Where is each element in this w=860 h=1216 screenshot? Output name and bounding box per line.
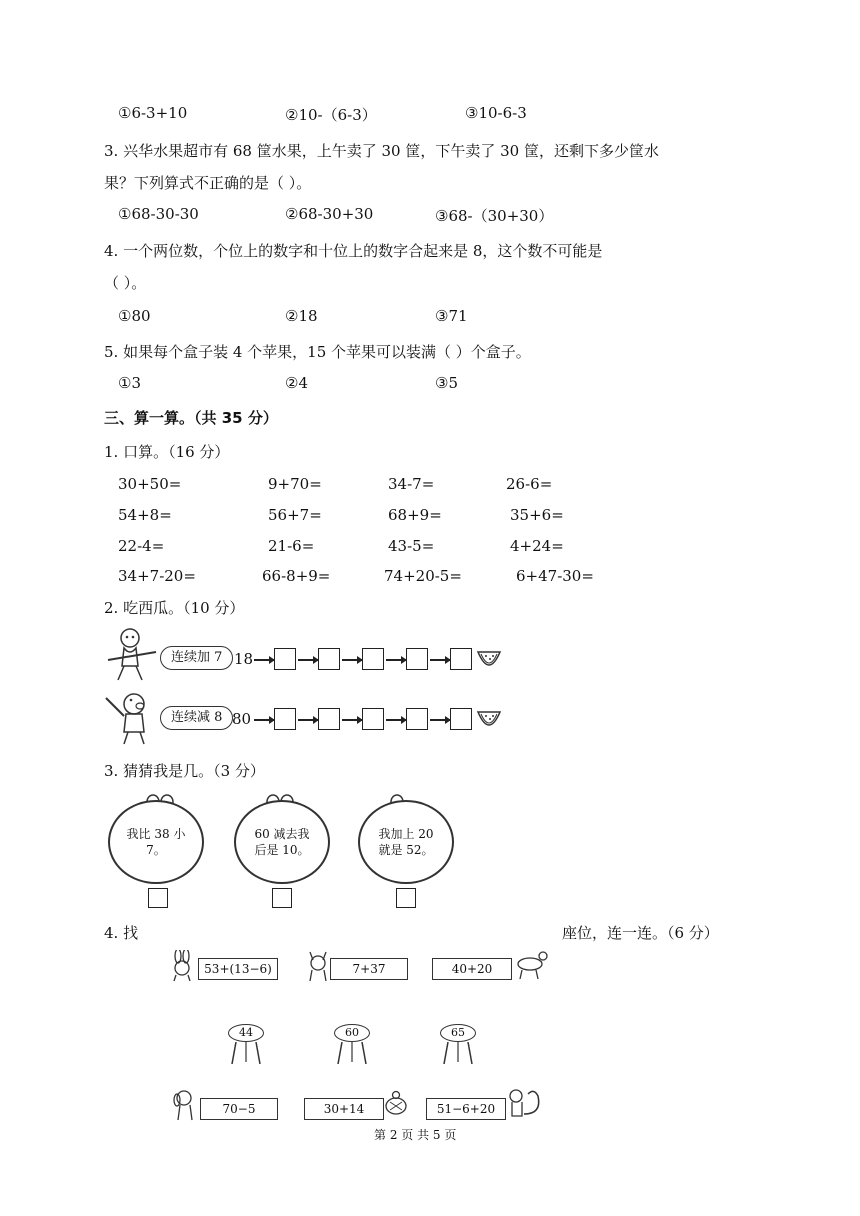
- guess-title: 3. 猜猜我是几。（3 分）: [104, 762, 265, 780]
- answer-box[interactable]: [406, 648, 428, 670]
- q4-option-3: ③71: [435, 307, 468, 325]
- watermelon-icon: [476, 708, 502, 730]
- guess-face: [108, 800, 204, 884]
- oral-item: 56+7=: [268, 506, 322, 524]
- stool-number: 60: [334, 1024, 370, 1042]
- stool-legs-icon: [440, 1042, 476, 1064]
- stool-legs-icon: [228, 1042, 264, 1064]
- oral-item: 26-6=: [506, 475, 553, 493]
- rabbit-icon: [166, 950, 198, 982]
- stool[interactable]: [440, 1024, 476, 1064]
- q5-option-1: ①3: [118, 374, 141, 392]
- expression-card[interactable]: 40+20: [432, 958, 512, 980]
- oral-item: 22-4=: [118, 537, 165, 555]
- guess-face: [234, 800, 330, 884]
- monkey-icon: [106, 626, 158, 682]
- chain-label: 连续加 7: [160, 646, 233, 670]
- q5-option-3: ③5: [435, 374, 458, 392]
- oral-item: 43-5=: [388, 537, 435, 555]
- arrow-icon: [298, 719, 318, 721]
- dog-icon: [170, 1088, 202, 1122]
- arrow-icon: [342, 719, 362, 721]
- arrow-icon: [342, 659, 362, 661]
- oral-item: 54+8=: [118, 506, 172, 524]
- q2-option-3: ③10-6-3: [465, 104, 527, 122]
- stool[interactable]: [228, 1024, 264, 1064]
- q4-option-2: ②18: [285, 307, 318, 325]
- stool[interactable]: [334, 1024, 370, 1064]
- chain-start: 18: [234, 650, 254, 668]
- q4-line1: 4. 一个两位数，个位上的数字和十位上的数字合起来是 8，这个数不可能是: [104, 242, 603, 260]
- answer-box[interactable]: [396, 888, 416, 908]
- turtle-icon: [382, 1090, 410, 1120]
- answer-box[interactable]: [318, 648, 340, 670]
- arrow-icon: [254, 719, 274, 721]
- face-text: 我比 38 小 7。: [126, 827, 186, 857]
- arrow-icon: [386, 659, 406, 661]
- oral-calc-title: 1. 口算。（16 分）: [104, 443, 230, 461]
- stool-number: 44: [228, 1024, 264, 1042]
- oral-item: 68+9=: [388, 506, 442, 524]
- oral-item: 30+50=: [118, 475, 182, 493]
- answer-box[interactable]: [450, 648, 472, 670]
- answer-box[interactable]: [362, 648, 384, 670]
- stool-legs-icon: [334, 1042, 370, 1064]
- squirrel-icon: [504, 1084, 544, 1122]
- q4-line2: （ ）。: [104, 274, 147, 292]
- q5-option-2: ②4: [285, 374, 308, 392]
- answer-box[interactable]: [362, 708, 384, 730]
- q3-line2: 果？下列算式不正确的是（ ）。: [104, 174, 312, 192]
- face-text: 我加上 20 就是 52。: [378, 827, 434, 857]
- answer-box[interactable]: [274, 708, 296, 730]
- page-footer: 第 2 页 共 5 页: [374, 1128, 457, 1142]
- chain-label: 连续减 8: [160, 706, 233, 730]
- arrow-icon: [386, 719, 406, 721]
- stool-number: 65: [440, 1024, 476, 1042]
- face-text: 60 减去我后是 10。: [254, 827, 310, 857]
- oral-item: 9+70=: [268, 475, 322, 493]
- oral-item: 34+7-20=: [118, 567, 196, 585]
- seat-title-left: 4. 找: [104, 924, 139, 942]
- q3-option-1: ①68-30-30: [118, 205, 199, 223]
- watermelon-title: 2. 吃西瓜。（10 分）: [104, 599, 245, 617]
- expression-card[interactable]: 7+37: [330, 958, 408, 980]
- q4-option-1: ①80: [118, 307, 151, 325]
- answer-box[interactable]: [450, 708, 472, 730]
- answer-box[interactable]: [148, 888, 168, 908]
- oral-item: 21-6=: [268, 537, 315, 555]
- q5-line1: 5. 如果每个盒子装 4 个苹果，15 个苹果可以装满（ ）个盒子。: [104, 343, 531, 361]
- expression-card[interactable]: 51−6+20: [426, 1098, 506, 1120]
- expression-card[interactable]: 53+(13−6): [198, 958, 278, 980]
- oral-item: 34-7=: [388, 475, 435, 493]
- q3-option-2: ②68-30+30: [285, 205, 374, 223]
- q2-option-2: ②10-（6-3）: [285, 106, 377, 124]
- cat-icon: [304, 948, 332, 982]
- pig-icon: [104, 690, 158, 746]
- arrow-icon: [430, 659, 450, 661]
- arrow-icon: [298, 659, 318, 661]
- oral-item: 74+20-5=: [384, 567, 462, 585]
- answer-box[interactable]: [318, 708, 340, 730]
- oral-item: 4+24=: [510, 537, 564, 555]
- answer-box[interactable]: [274, 648, 296, 670]
- answer-box[interactable]: [406, 708, 428, 730]
- oral-item: 66-8+9=: [262, 567, 331, 585]
- q2-option-1: ①6-3+10: [118, 104, 188, 122]
- q3-option-3: ③68-（30+30）: [435, 207, 554, 225]
- arrow-icon: [254, 659, 274, 661]
- chain-start: 80: [232, 710, 252, 728]
- seat-title-right: 座位，连一连。（6 分）: [562, 924, 719, 942]
- expression-card[interactable]: 70−5: [200, 1098, 278, 1120]
- section-title: 三、算一算。（共 35 分）: [104, 409, 278, 427]
- watermelon-icon: [476, 648, 502, 670]
- oral-item: 6+47-30=: [516, 567, 594, 585]
- answer-box[interactable]: [272, 888, 292, 908]
- guess-face: [358, 800, 454, 884]
- q3-line1: 3. 兴华水果超市有 68 筐水果，上午卖了 30 筐，下午卖了 30 筐，还剩下多少筐水: [104, 142, 659, 160]
- arrow-icon: [430, 719, 450, 721]
- horse-icon: [510, 948, 550, 980]
- oral-item: 35+6=: [510, 506, 564, 524]
- expression-card[interactable]: 30+14: [304, 1098, 384, 1120]
